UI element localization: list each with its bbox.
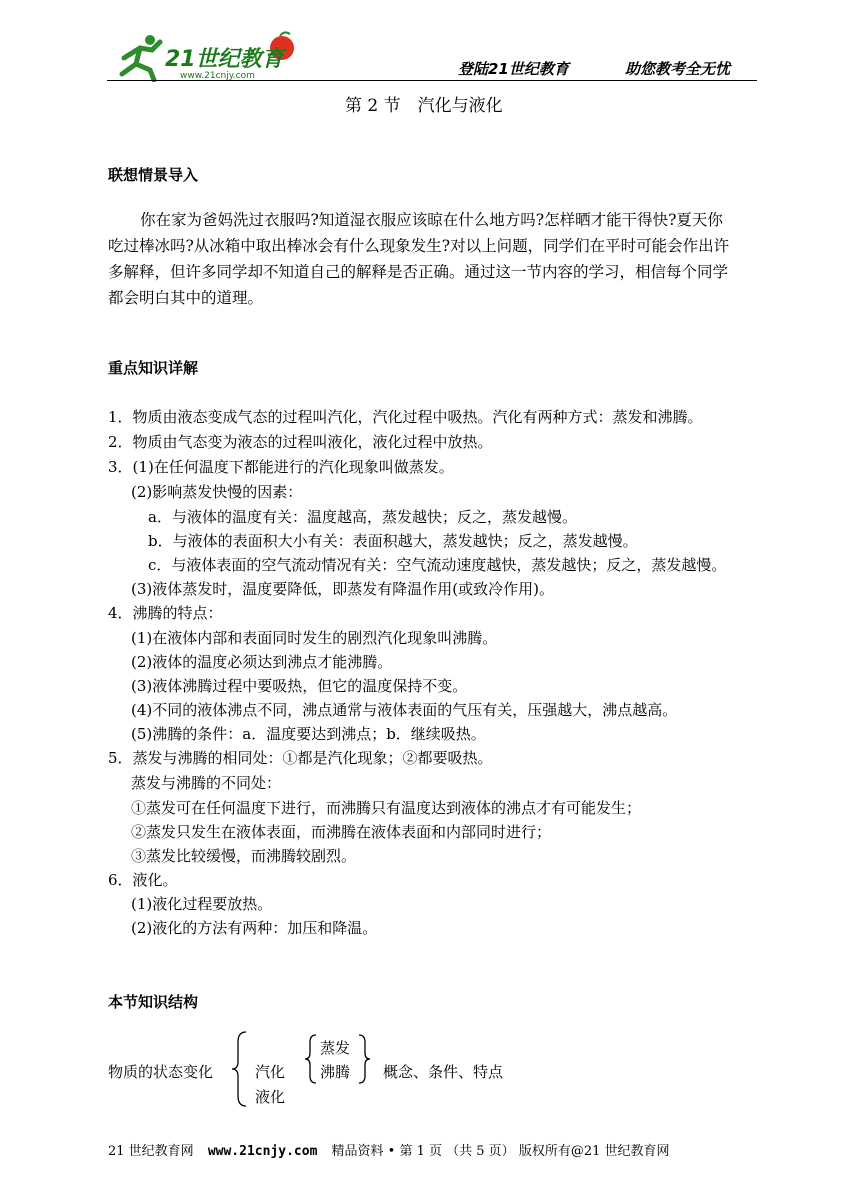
list-item: ③蒸发比较缓慢，而沸腾较剧烈。: [131, 847, 357, 865]
list-item: 蒸发与沸腾的不同处：: [131, 774, 282, 792]
list-item: (2)影响蒸发快慢的因素：: [131, 483, 303, 501]
section-heading-intro: 联想情景导入: [108, 166, 199, 184]
intro-line: 你在家为爸妈洗过衣服吗?知道湿衣服应该晾在什么地方吗?怎样晒才能干得快?夏天你: [140, 211, 723, 229]
list-item: (3)液体沸腾过程中要吸热，但它的温度保持不变。: [131, 677, 468, 695]
page-footer: [108, 1140, 670, 1159]
list-item: 2．物质由气态变为液态的过程叫液化，液化过程中放热。: [108, 433, 493, 451]
list-item: (2)液化的方法有两种：加压和降温。: [131, 919, 378, 937]
structure-leaf-boiling: 沸腾: [320, 1063, 351, 1081]
logo-url: www.21cnjy.com: [180, 71, 255, 81]
list-item: 4．沸腾的特点：: [108, 604, 223, 622]
list-item: 6．液化。: [108, 871, 178, 889]
intro-line: 多解释，但许多同学却不知道自己的解释是否正确。通过这一节内容的学习，相信每个同学: [108, 263, 729, 281]
structure-branch-liquefaction: 液化: [255, 1088, 286, 1106]
list-item: (1)液化过程要放热。: [131, 895, 273, 913]
footer-site-name: 21 世纪教育网: [108, 1144, 194, 1159]
header-divider: [107, 80, 757, 81]
structure-summary: 概念、条件、特点: [383, 1063, 504, 1081]
section-heading-structure: 本节知识结构: [108, 993, 199, 1011]
structure-branch-vaporization: 汽化: [255, 1063, 286, 1081]
list-item: (1)在液体内部和表面同时发生的剧烈汽化现象叫沸腾。: [131, 629, 498, 647]
list-item: (3)液体蒸发时，温度要降低，即蒸发有降温作用(或致冷作用)。: [131, 580, 554, 598]
left-brace-main: [230, 1030, 250, 1108]
structure-root: 物质的状态变化: [108, 1063, 214, 1081]
list-item: (5)沸腾的条件：a．温度要达到沸点；b．继续吸热。: [131, 725, 486, 743]
list-item: 3．(1)在任何温度下都能进行的汽化现象叫做蒸发。: [108, 458, 454, 476]
header-slogan-left: 登陆21世纪教育: [458, 60, 569, 78]
site-logo: [110, 30, 310, 82]
footer-site-url[interactable]: www.21cnjy.com: [207, 1144, 318, 1159]
footer-info: 精品资料 • 第 1 页 （共 5 页） 版权所有@21 世纪教育网: [331, 1144, 670, 1159]
page-title: 第 2 节 汽化与液化: [345, 96, 503, 116]
list-item: ①蒸发可在任何温度下进行，而沸腾只有温度达到液体的沸点才有可能发生；: [131, 799, 642, 817]
intro-line: 吃过棒冰吗?从冰箱中取出棒冰会有什么现象发生?对以上问题，同学们在平时可能会作出许: [108, 237, 730, 255]
list-item: (4)不同的液体沸点不同，沸点通常与液体表面的气压有关，压强越大，沸点越高。: [131, 701, 678, 719]
structure-leaf-evaporation: 蒸发: [320, 1039, 351, 1057]
list-item: (2)液体的温度必须达到沸点才能沸腾。: [131, 653, 393, 671]
intro-line: 都会明白其中的道理。: [108, 289, 264, 307]
list-item: ②蒸发只发生在液体表面，而沸腾在液体表面和内部同时进行；: [131, 823, 552, 841]
section-heading-key: 重点知识详解: [108, 359, 199, 377]
runner-icon: [122, 35, 160, 80]
list-item: c．与液体表面的空气流动情况有关：空气流动速度越快，蒸发越快；反之，蒸发越慢。: [148, 556, 727, 574]
list-item: 1．物质由液态变成气态的过程叫汽化，汽化过程中吸热。汽化有两种方式：蒸发和沸腾。: [108, 408, 703, 426]
list-item: 5．蒸发与沸腾的相同处：①都是汽化现象；②都要吸热。: [108, 749, 493, 767]
header-slogan-right: 助您教考全无忧: [625, 60, 731, 78]
right-brace-sub: [356, 1033, 372, 1085]
left-brace-sub: [303, 1033, 319, 1085]
list-item: a．与液体的温度有关：温度越高，蒸发越快；反之，蒸发越慢。: [148, 508, 577, 526]
logo-text: 21世纪教育: [165, 47, 284, 72]
list-item: b．与液体的表面积大小有关：表面积越大，蒸发越快；反之，蒸发越慢。: [148, 532, 638, 550]
